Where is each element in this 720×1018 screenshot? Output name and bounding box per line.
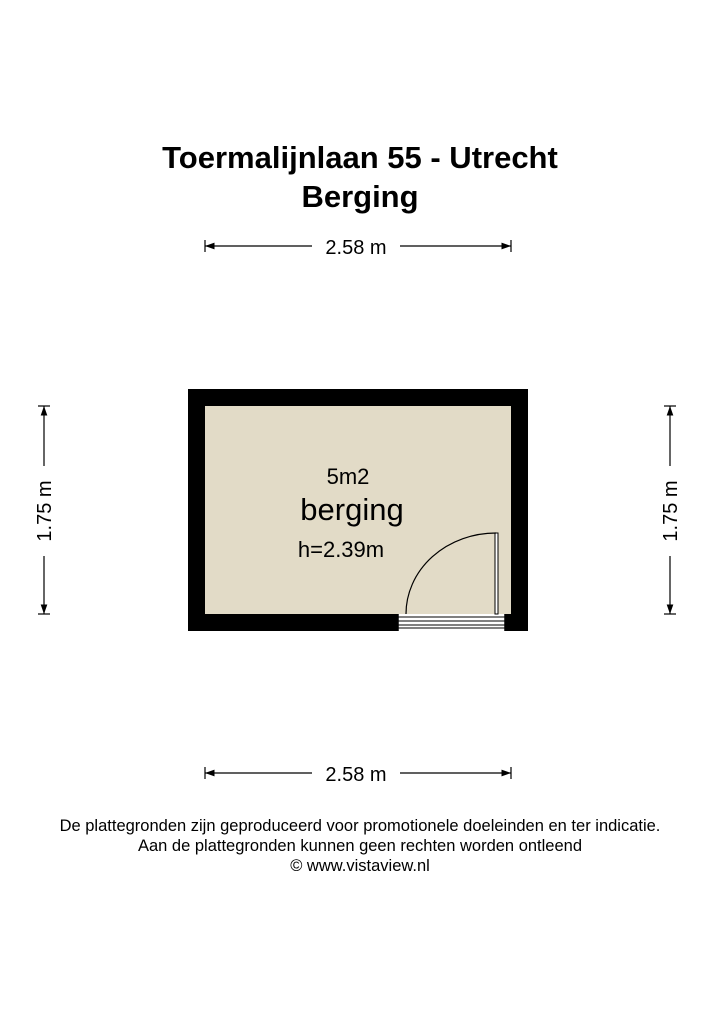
bottom-width-dimension <box>205 764 511 786</box>
bottom-width-label: 2.58 m <box>325 764 387 786</box>
copyright-notice: © www.vistaview.nl <box>290 857 430 875</box>
right-depth-label: 1.75 m <box>660 480 682 542</box>
room-height-label: h=2.39m <box>297 537 385 562</box>
right-depth-dimension <box>660 406 682 614</box>
disclaimer-line-1: De plattegronden zijn geproduceerd voor promotionele doeleinden en ter indicatie. <box>59 817 661 835</box>
left-depth-label: 1.75 m <box>34 480 56 542</box>
top-width-label: 2.58 m <box>325 237 387 259</box>
floorplan-floor-title: Berging <box>301 179 419 214</box>
top-width-dimension <box>205 237 511 259</box>
left-depth-dimension <box>34 406 56 614</box>
disclaimer-line-2: Aan de plattegronden kunnen geen rechten worden ontleend <box>137 837 583 855</box>
room-name-label: berging <box>300 492 404 527</box>
room-area-label: 5m2 <box>326 464 370 489</box>
floorplan-address-title: Toermalijnlaan 55 - Utrecht <box>162 140 558 175</box>
